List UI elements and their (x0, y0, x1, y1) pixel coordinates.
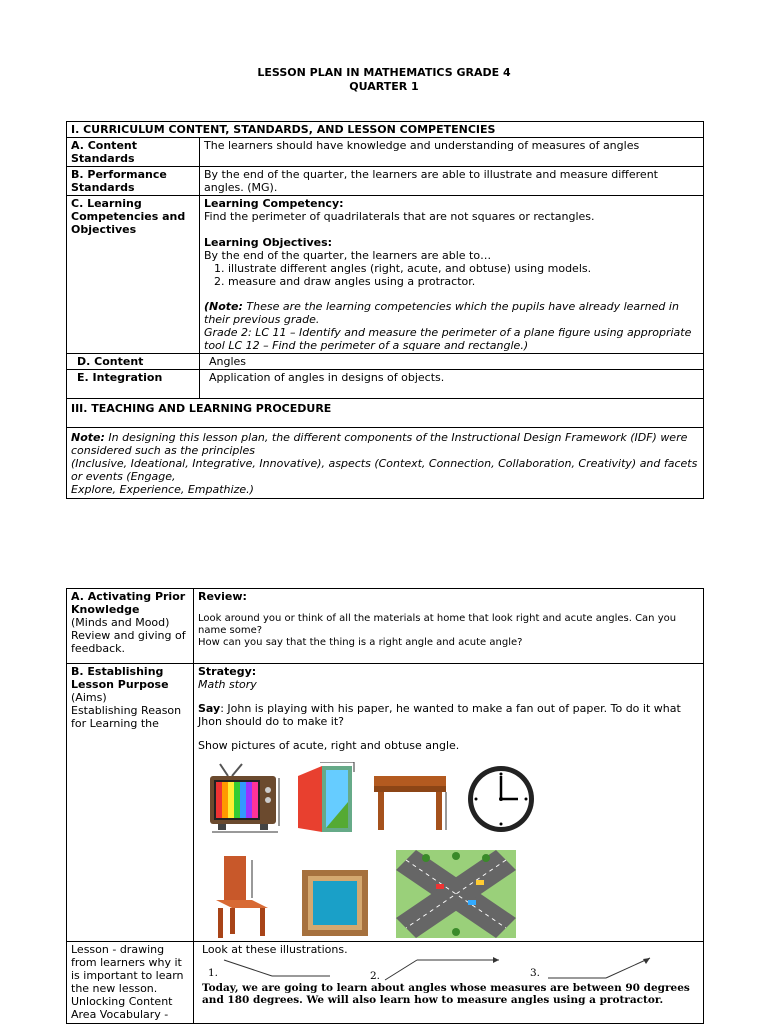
lesson-title: LESSON PLAN IN MATHEMATICS GRADE 4 (257, 66, 511, 79)
intersection-image (396, 850, 516, 938)
purpose-sub1: (Aims) (71, 691, 107, 704)
angle-illustrations (198, 956, 699, 982)
chair-image (212, 854, 274, 938)
purpose-sub2: Establishing Reason for Learning the (71, 704, 182, 730)
competencies-label: C. Learning Competencies and Objectives (67, 196, 200, 354)
competency-note-2: Grade 2: LC 11 – Identify and measure the perimeter of a plane figure using appropriate tool LC 12 – Find the perimeter of a square and rectangle.) (204, 326, 692, 352)
angle-2-number: 2. (370, 970, 381, 982)
angle-3-number: 3. (530, 967, 541, 979)
note-text: These are the learning competencies which the pupils have already learned in their previous grade. (204, 300, 679, 326)
integration-text: Application of angles in designs of objects. (200, 370, 704, 399)
objective-2: 2. measure and draw angles using a protractor. (214, 275, 476, 288)
review-heading: Review: (198, 590, 247, 603)
say-line (198, 702, 699, 728)
clock-image (466, 764, 536, 834)
purpose-cell (67, 664, 194, 942)
integration-label: E. Integration (67, 370, 200, 399)
look-text: Look at these illustrations. (202, 943, 348, 956)
say-text: : John is playing with his paper, he wanted to make a fan out of paper. To do it what Jhon should do to make it? (198, 702, 681, 728)
obtuse-angle-2 (383, 956, 503, 982)
tv-image (208, 762, 282, 834)
activating-sub1: (Minds and Mood) (71, 616, 170, 629)
activating-label: A. Activating Prior Knowledge (71, 590, 186, 616)
strategy-text: Math story (198, 678, 257, 691)
say-label: Say (198, 702, 221, 715)
idf-note-3: Explore, Experience, Empathize.) (71, 483, 254, 496)
idf-note-head: Note: (71, 431, 105, 444)
activating-cell (67, 589, 194, 664)
objective-1: 1. illustrate different angles (right, acute, and obtuse) using models. (214, 262, 592, 275)
content-standards-text: The learners should have knowledge and understanding of measures of angles (200, 138, 704, 167)
angle-1-number: 1. (208, 967, 219, 979)
idf-note-text: In designing this lesson plan, the different components of the Instructional Design Framework (IDF) were considered such as the principles (71, 431, 688, 457)
procedure-table (66, 588, 704, 1024)
lesson-cell (67, 942, 194, 1024)
performance-standards-text: By the end of the quarter, the learners are able to illustrate and measure different angles. (MG). (200, 167, 704, 196)
today-text: Today, we are going to learn about angles whose measures are between 90 degrees and 180 degrees. We will also learn how to measure angles using a protractor. (202, 982, 690, 1006)
table-image (372, 770, 452, 834)
strategy-cell (194, 664, 704, 942)
content-standards-label: A. Content Standards (67, 138, 200, 167)
curriculum-table (66, 121, 704, 499)
obtuse-angle-1 (222, 956, 332, 982)
quarter-label: QUARTER 1 (349, 80, 419, 93)
competency-heading: Learning Competency: (204, 197, 344, 210)
objectives-intro: By the end of the quarter, the learners are able to… (204, 249, 492, 262)
review-cell (194, 589, 704, 664)
content-label: D. Content (67, 354, 200, 370)
idf-note (67, 428, 704, 499)
note-head: (Note: (204, 300, 243, 313)
section1-heading: I. CURRICULUM CONTENT, STANDARDS, AND LESSON COMPETENCIES (67, 122, 704, 138)
obtuse-angle-3 (546, 956, 656, 982)
strategy-heading: Strategy: (198, 665, 257, 678)
illustrations-cell (194, 942, 704, 1024)
objectives-heading: Learning Objectives: (204, 236, 333, 249)
activating-sub2: Review and giving of feedback. (71, 629, 186, 655)
frame-image (300, 868, 370, 938)
purpose-label: B. Establishing Lesson Purpose (71, 665, 169, 691)
competency-note (204, 300, 699, 326)
idf-note-2: (Inclusive, Ideational, Integrative, Innovative), aspects (Context, Connection, Collaboration, Creativity) and facets or events (Engage, (71, 457, 698, 483)
lesson-label: Lesson - drawing from learners why it is important to learn the new lesson. Unlocking Content Area Vocabulary - (71, 943, 184, 1021)
review-text-1: Look around you or think of all the materials at home that look right and acute angles. Can you name some? (198, 613, 677, 636)
section3-heading: III. TEACHING AND LEARNING PROCEDURE (67, 399, 704, 428)
show-pictures-text: Show pictures of acute, right and obtuse angle. (198, 739, 460, 752)
window-image (296, 762, 358, 834)
review-text-2: How can you say that the thing is a right angle and acute angle? (198, 637, 523, 648)
competency-text: Find the perimeter of quadrilaterals that are not squares or rectangles. (204, 210, 595, 223)
content-text: Angles (200, 354, 704, 370)
competencies-cell (200, 196, 704, 354)
performance-standards-label: B. Performance Standards (67, 167, 200, 196)
